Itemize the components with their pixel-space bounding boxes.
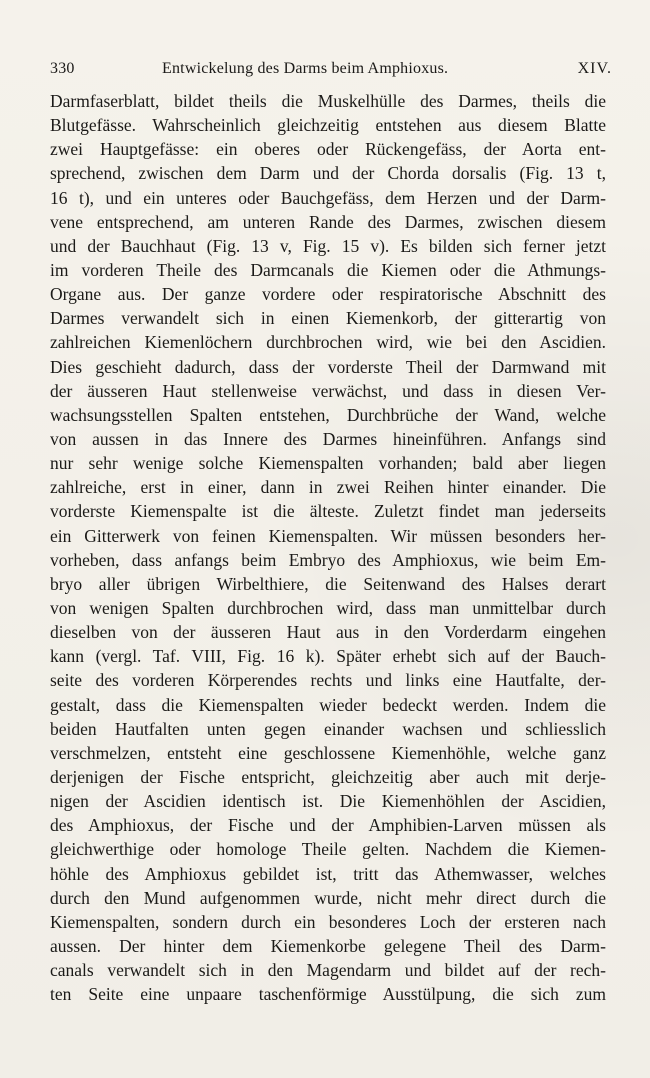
text-line: gestalt, dass die Kiemenspalten wieder bedeckt werden. Indem die [50, 694, 606, 715]
text-line: höhle des Amphioxus gebildet ist, tritt das Athemwasser, welches [50, 863, 606, 884]
text-line: zahlreiche, erst in einer, dann in zwei Reihen hinter einander. Die [50, 477, 606, 498]
text-line: verschmelzen, entsteht eine geschlossene Kiemenhöhle, welche ganz [50, 742, 606, 763]
text-line: beiden Hautfalten unten gegen einander wachsen und schliesslich [50, 718, 606, 739]
text-line: von aussen in das Innere des Darmes hineinführen. Anfangs sind [50, 428, 606, 449]
text-line: bryo aller übrigen Wirbelthiere, die Seitenwand des Halses derart [50, 573, 606, 594]
text-line: ein Gitterwerk von feinen Kiemenspalten. Wir müssen besonders her- [50, 525, 606, 546]
text-line: Blutgefässe. Wahrscheinlich gleichzeitig entstehen aus diesem Blatte [50, 115, 606, 136]
text-line: durch den Mund aufgenommen wurde, nicht mehr direct durch die [50, 887, 606, 908]
text-line: nigen der Ascidien identisch ist. Die Kiemenhöhlen der Ascidien, [50, 791, 606, 812]
text-line: nur sehr wenige solche Kiemenspalten vorhanden; bald aber liegen [50, 453, 606, 474]
page-number: 330 [50, 60, 75, 77]
page-header [50, 60, 620, 86]
chapter-number: XIV. [577, 60, 612, 77]
text-line: sprechend, zwischen dem Darm und der Chorda dorsalis (Fig. 13 t, [50, 163, 606, 184]
text-line: Kiemenspalten, sondern durch ein besonderes Loch der ersteren nach [50, 911, 606, 932]
text-line: vorheben, dass anfangs beim Embryo des Amphioxus, wie beim Em- [50, 549, 606, 570]
text-line: gleichwerthige oder homologe Theile gelten. Nachdem die Kiemen- [50, 839, 606, 860]
text-line: Darmfaserblatt, bildet theils die Muskelhülle des Darmes, theils die [50, 91, 606, 111]
text-line: Dies geschieht dadurch, dass der vorderste Theil der Darmwand mit [50, 356, 606, 377]
text-line: zahlreichen Kiemenlöchern durchbrochen wird, wie bei den Ascidien. [50, 332, 606, 353]
text-line: von wenigen Spalten durchbrochen wird, dass man unmittelbar durch [50, 597, 606, 618]
running-title: Entwickelung des Darms beim Amphioxus. [162, 60, 449, 77]
text-line: des Amphioxus, der Fische und der Amphibien-Larven müssen als [50, 815, 606, 836]
text-line: kann (vergl. Taf. VIII, Fig. 16 k). Später erhebt sich auf der Bauch- [50, 646, 606, 667]
text-line: 16 t), und ein unteres oder Bauchgefäss, dem Herzen und der Darm- [50, 187, 606, 208]
text-line: wachsungsstellen Spalten entstehen, Durchbrüche der Wand, welche [50, 404, 606, 425]
text-line: seite des vorderen Körperendes rechts und links eine Hautfalte, der- [50, 670, 606, 691]
text-line: Organe aus. Der ganze vordere oder respiratorische Abschnitt des [50, 284, 606, 305]
body-text [50, 89, 606, 1006]
text-line: vorderste Kiemenspalte ist die älteste. Zuletzt findet man jederseits [50, 501, 606, 522]
text-line: der äusseren Haut stellenweise verwächst, und dass in diesen Ver- [50, 380, 606, 401]
text-line: derjenigen der Fische entspricht, gleichzeitig aber auch mit derje- [50, 766, 606, 787]
text-line: Darmes verwandelt sich in einen Kiemenkorb, der gitterartig von [50, 308, 606, 329]
text-line: ten Seite eine unpaare taschenförmige Ausstülpung, die sich zum [50, 984, 606, 1005]
text-line: vene entsprechend, am unteren Rande des Darmes, zwischen diesem [50, 211, 606, 232]
text-line: zwei Hauptgefässe: ein oberes oder Rückengefäss, der Aorta ent- [50, 139, 606, 160]
text-line: aussen. Der hinter dem Kiemenkorbe gelegene Theil des Darm- [50, 935, 606, 956]
text-line: canals verwandelt sich in den Magendarm und bildet auf der rech- [50, 960, 606, 981]
text-line: im vorderen Theile des Darmcanals die Kiemen oder die Athmungs- [50, 259, 606, 280]
text-line: und der Bauchhaut (Fig. 13 v, Fig. 15 v). Es bilden sich ferner jetzt [50, 235, 606, 256]
text-line: dieselben von der äusseren Haut aus in den Vorderdarm eingehen [50, 622, 606, 643]
